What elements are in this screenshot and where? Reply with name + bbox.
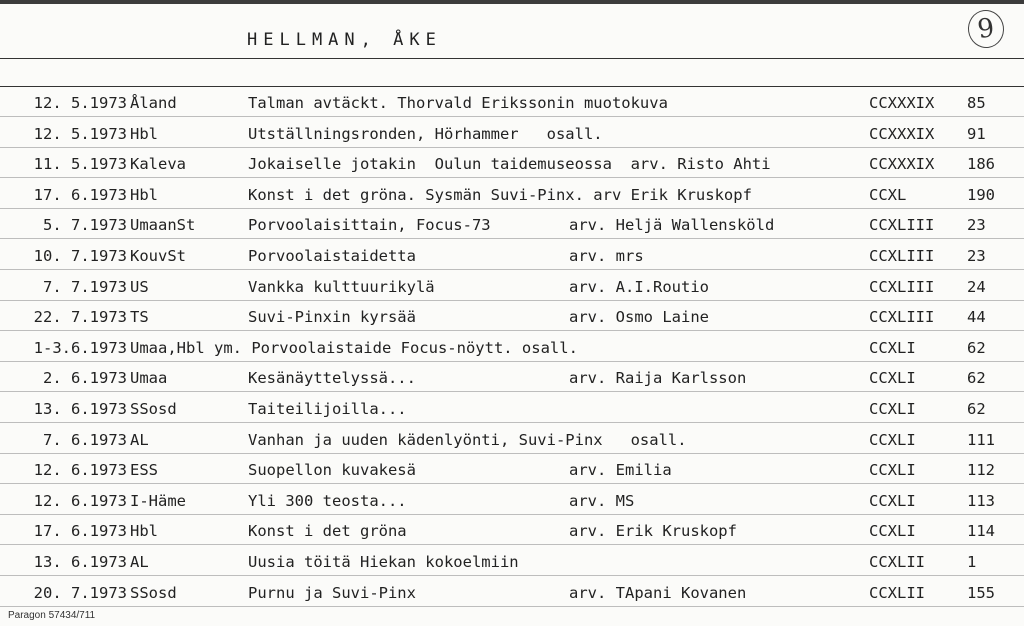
table-row	[0, 396, 1024, 423]
page-number: 9	[975, 12, 997, 46]
row-source: Umaa,Hbl ym. Porvoolaistaide Focus-nöytt. osall.	[130, 339, 578, 357]
row-volume: CCXLIII	[869, 216, 935, 234]
row-source: Hbl	[130, 125, 158, 143]
row-volume: CCXXXIX	[869, 125, 935, 143]
table-row	[0, 212, 1024, 239]
row-title: Purnu ja Suvi-Pinx	[248, 584, 416, 602]
row-title: Yli 300 teosta...	[248, 492, 407, 510]
row-volume: CCXLII	[869, 553, 925, 571]
row-source: Kaleva	[130, 155, 186, 173]
row-page: 190	[967, 186, 995, 204]
row-title: Taiteilijoilla...	[248, 400, 407, 418]
row-date: 11. 5.1973	[33, 155, 127, 173]
table-row	[0, 121, 1024, 148]
row-date: 12. 5.1973	[33, 94, 127, 112]
row-date: 12. 6.1973	[33, 492, 127, 510]
row-source: I-Häme	[130, 492, 186, 510]
row-note: arv. TApani Kovanen	[569, 584, 747, 602]
table-row	[0, 549, 1024, 576]
table-row	[0, 457, 1024, 484]
header-rule	[0, 58, 1024, 59]
row-page: 111	[967, 431, 995, 449]
top-edge-band	[0, 0, 1024, 4]
row-volume: CCXLI	[869, 400, 916, 418]
row-source: Hbl	[130, 522, 158, 540]
table-row	[0, 580, 1024, 607]
row-volume: CCXXXIX	[869, 155, 935, 173]
table-row	[0, 304, 1024, 331]
table-row	[0, 274, 1024, 301]
table-row	[0, 365, 1024, 392]
row-source: UmaanSt	[130, 216, 196, 234]
row-volume: CCXLII	[869, 584, 925, 602]
row-date: 17. 6.1973	[33, 186, 127, 204]
row-volume: CCXLI	[869, 492, 916, 510]
row-note: arv. mrs	[569, 247, 644, 265]
card-title: HELLMAN, ÅKE	[247, 30, 442, 50]
row-date: 5. 7.1973	[43, 216, 127, 234]
row-date: 17. 6.1973	[33, 522, 127, 540]
row-page: 62	[967, 339, 986, 357]
table-row	[0, 243, 1024, 270]
row-page: 155	[967, 584, 995, 602]
row-volume: CCXXXIX	[869, 94, 935, 112]
table-row	[0, 182, 1024, 209]
table-row	[0, 335, 1024, 362]
row-page: 23	[967, 247, 986, 265]
row-source: KouvSt	[130, 247, 186, 265]
row-title: Kesänäyttelyssä...	[248, 369, 416, 387]
row-date: 13. 6.1973	[33, 400, 127, 418]
row-title: Konst i det gröna. Sysmän Suvi-Pinx. arv Erik Kruskopf	[248, 186, 752, 204]
row-source: SSosd	[130, 584, 177, 602]
row-source: AL	[130, 431, 149, 449]
row-date: 10. 7.1973	[33, 247, 127, 265]
row-title: Talman avtäckt. Thorvald Erikssonin muotokuva	[248, 94, 668, 112]
row-note: arv. A.I.Routio	[569, 278, 709, 296]
row-title: Suvi-Pinxin kyrsää	[248, 308, 416, 326]
row-note: arv. MS	[569, 492, 635, 510]
row-title: Porvoolaistaidetta	[248, 247, 416, 265]
row-source: ESS	[130, 461, 158, 479]
row-date: 22. 7.1973	[33, 308, 127, 326]
page-number-circle	[966, 8, 1007, 51]
row-title: Vanhan ja uuden kädenlyönti, Suvi-Pinx osall.	[248, 431, 687, 449]
row-page: 114	[967, 522, 995, 540]
row-note: arv. Erik Kruskopf	[569, 522, 737, 540]
row-page: 1	[967, 553, 977, 571]
footer-imprint: Paragon 57434/711	[8, 610, 96, 621]
row-page: 85	[967, 94, 986, 112]
table-top-rule	[0, 86, 1024, 87]
row-volume: CCXL	[869, 186, 907, 204]
row-title: Jokaiselle jotakin Oulun taidemuseossa arv. Risto Ahti	[248, 155, 771, 173]
row-page: 112	[967, 461, 995, 479]
row-date: 12. 6.1973	[33, 461, 127, 479]
row-volume: CCXLIII	[869, 278, 935, 296]
row-source: US	[130, 278, 149, 296]
table-row	[0, 518, 1024, 545]
row-volume: CCXLIII	[869, 247, 935, 265]
row-volume: CCXLI	[869, 431, 916, 449]
row-volume: CCXLI	[869, 522, 916, 540]
row-note: arv. Heljä Wallensköld	[569, 216, 775, 234]
row-page: 186	[967, 155, 995, 173]
row-page: 113	[967, 492, 995, 510]
row-date: 12. 5.1973	[33, 125, 127, 143]
row-title: Konst i det gröna	[248, 522, 407, 540]
row-source: TS	[130, 308, 149, 326]
row-source: Åland	[130, 94, 177, 112]
row-volume: CCXLI	[869, 369, 916, 387]
row-title: Utställningsronden, Hörhammer osall.	[248, 125, 603, 143]
row-page: 91	[967, 125, 986, 143]
row-date: 7. 7.1973	[43, 278, 127, 296]
row-page: 62	[967, 400, 986, 418]
row-page: 24	[967, 278, 986, 296]
row-date: 7. 6.1973	[43, 431, 127, 449]
table-row	[0, 488, 1024, 515]
table-row	[0, 427, 1024, 454]
row-page: 44	[967, 308, 986, 326]
row-page: 62	[967, 369, 986, 387]
row-source: Umaa	[130, 369, 168, 387]
row-date: 2. 6.1973	[43, 369, 127, 387]
row-note: arv. Osmo Laine	[569, 308, 709, 326]
row-note: arv. Raija Karlsson	[569, 369, 747, 387]
row-title: Porvoolaisittain, Focus-73	[248, 216, 491, 234]
row-date: 13. 6.1973	[33, 553, 127, 571]
table-row	[0, 151, 1024, 178]
row-source: Hbl	[130, 186, 158, 204]
row-title: Uusia töitä Hiekan kokoelmiin	[248, 553, 519, 571]
row-title: Vankka kulttuurikylä	[248, 278, 435, 296]
table-row	[0, 90, 1024, 117]
row-volume: CCXLI	[869, 461, 916, 479]
row-source: SSosd	[130, 400, 177, 418]
row-volume: CCXLIII	[869, 308, 935, 326]
row-note: arv. Emilia	[569, 461, 672, 479]
row-volume: CCXLI	[869, 339, 916, 357]
row-source: AL	[130, 553, 149, 571]
row-page: 23	[967, 216, 986, 234]
row-date: 1-3.6.1973	[33, 339, 127, 357]
row-title: Suopellon kuvakesä	[248, 461, 416, 479]
row-date: 20. 7.1973	[33, 584, 127, 602]
